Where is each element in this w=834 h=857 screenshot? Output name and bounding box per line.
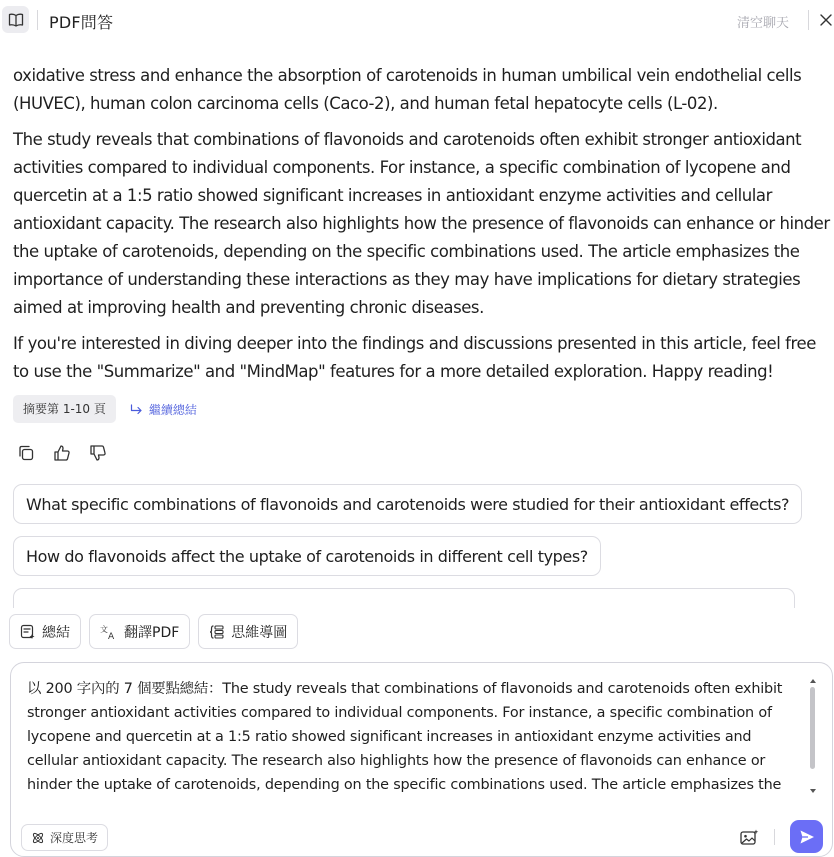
mindmap-label: 思維導圖 bbox=[231, 624, 288, 641]
atom-icon bbox=[31, 831, 45, 845]
scroll-up-arrow[interactable] bbox=[810, 679, 816, 683]
input-divider bbox=[774, 829, 775, 845]
mindmap-icon bbox=[209, 624, 225, 640]
deep-think-toggle[interactable] bbox=[21, 824, 108, 851]
continue-summary-label: 繼續總結 bbox=[148, 402, 197, 417]
send-button[interactable] bbox=[790, 820, 823, 853]
image-icon bbox=[740, 829, 759, 846]
page-title: PDF問答 bbox=[49, 13, 114, 32]
translate-pdf-button[interactable] bbox=[89, 614, 190, 649]
summarize-label: 總結 bbox=[42, 624, 70, 641]
summarize-button[interactable] bbox=[9, 614, 81, 649]
clear-chat-button[interactable]: 清空聊天 bbox=[737, 16, 790, 31]
message-actions bbox=[16, 443, 108, 463]
book-icon bbox=[8, 13, 24, 27]
thumbs-down-icon bbox=[89, 444, 107, 462]
answer-paragraph: If you're interested in diving deeper into the findings and discussions presented in this article, feel free to use the "Summarize" and "MindMap" features for a more detailed exploration. Happy reading! bbox=[13, 334, 816, 381]
svg-text:A: A bbox=[108, 631, 115, 640]
close-button[interactable] bbox=[819, 12, 833, 28]
svg-text:文: 文 bbox=[100, 624, 108, 634]
suggested-question[interactable]: How do flavonoids affect the uptake of carotenoids in different cell types? bbox=[13, 536, 601, 576]
suggested-question-partial[interactable] bbox=[13, 588, 795, 608]
upload-image-button[interactable] bbox=[738, 826, 760, 848]
copy-button[interactable] bbox=[16, 443, 36, 463]
answer-paragraph: The study reveals that combinations of flavonoids and carotenoids often exhibit stronger antioxidant activities compared to individual components. For instance, a specific combination of lycopene and quercetin at a 1:5 ratio showed significant increases in antioxidant enzyme activities and cellular antioxidant capacity. The research also highlights how the presence of flavonoids can enhance or hinder the uptake of carotenoids, depending on the specific combinations used. The article emphasizes the importance of understanding these interactions as they may have implications for dietary strategies aimed at improving health and preventing chronic diseases. bbox=[13, 130, 830, 317]
suggested-question[interactable]: What specific combinations of flavonoids and carotenoids were studied for their antioxidant effects? bbox=[13, 484, 802, 524]
close-icon bbox=[820, 14, 832, 26]
header-divider bbox=[37, 10, 38, 30]
input-scrollbar[interactable] bbox=[808, 677, 818, 797]
summary-tag-row bbox=[13, 395, 197, 423]
chat-input-box bbox=[10, 662, 833, 857]
header-divider-right bbox=[808, 10, 809, 30]
scroll-thumb[interactable] bbox=[810, 687, 815, 769]
chat-input[interactable]: 以 200 字內的 7 個要點總結：The study reveals that combinations of flavonoids and carotenoids often exhibit stronger antioxidant activities compared to individual components. For instance, a specific combination of lycopene and quercetin at a 1:5 ratio showed significant increases in antioxidant enzyme activities and cellular antioxidant capacity. The research also highlights how the presence of flavonoids can enhance or hinder the uptake of carotenoids, depending on the specific combinations used. The article emphasizes the bbox=[27, 681, 783, 793]
mindmap-button[interactable] bbox=[198, 614, 298, 649]
page-range-tag: 摘要第 1-10 頁 bbox=[13, 395, 116, 423]
answer-message bbox=[13, 62, 833, 394]
continue-arrow-icon bbox=[130, 404, 143, 415]
continue-summary-link[interactable] bbox=[130, 401, 197, 418]
translate-pdf-label: 翻譯PDF bbox=[124, 624, 180, 641]
summarize-icon bbox=[20, 624, 36, 640]
header bbox=[0, 0, 834, 40]
send-icon bbox=[799, 829, 815, 845]
deep-think-label: 深度思考 bbox=[50, 831, 99, 845]
thumbs-up-icon bbox=[53, 444, 71, 462]
thumbs-down-button[interactable] bbox=[88, 443, 108, 463]
thumbs-up-button[interactable] bbox=[52, 443, 72, 463]
scroll-down-arrow[interactable] bbox=[810, 789, 816, 793]
translate-icon bbox=[100, 624, 118, 640]
tool-row bbox=[9, 614, 298, 649]
book-icon-button[interactable] bbox=[2, 6, 29, 33]
answer-paragraph: oxidative stress and enhance the absorption of carotenoids in human umbilical vein endothelial cells (HUVEC), human colon carcinoma cells (Caco-2), and human fetal hepatocyte cells (L-02). bbox=[13, 66, 802, 113]
copy-icon bbox=[17, 444, 35, 462]
